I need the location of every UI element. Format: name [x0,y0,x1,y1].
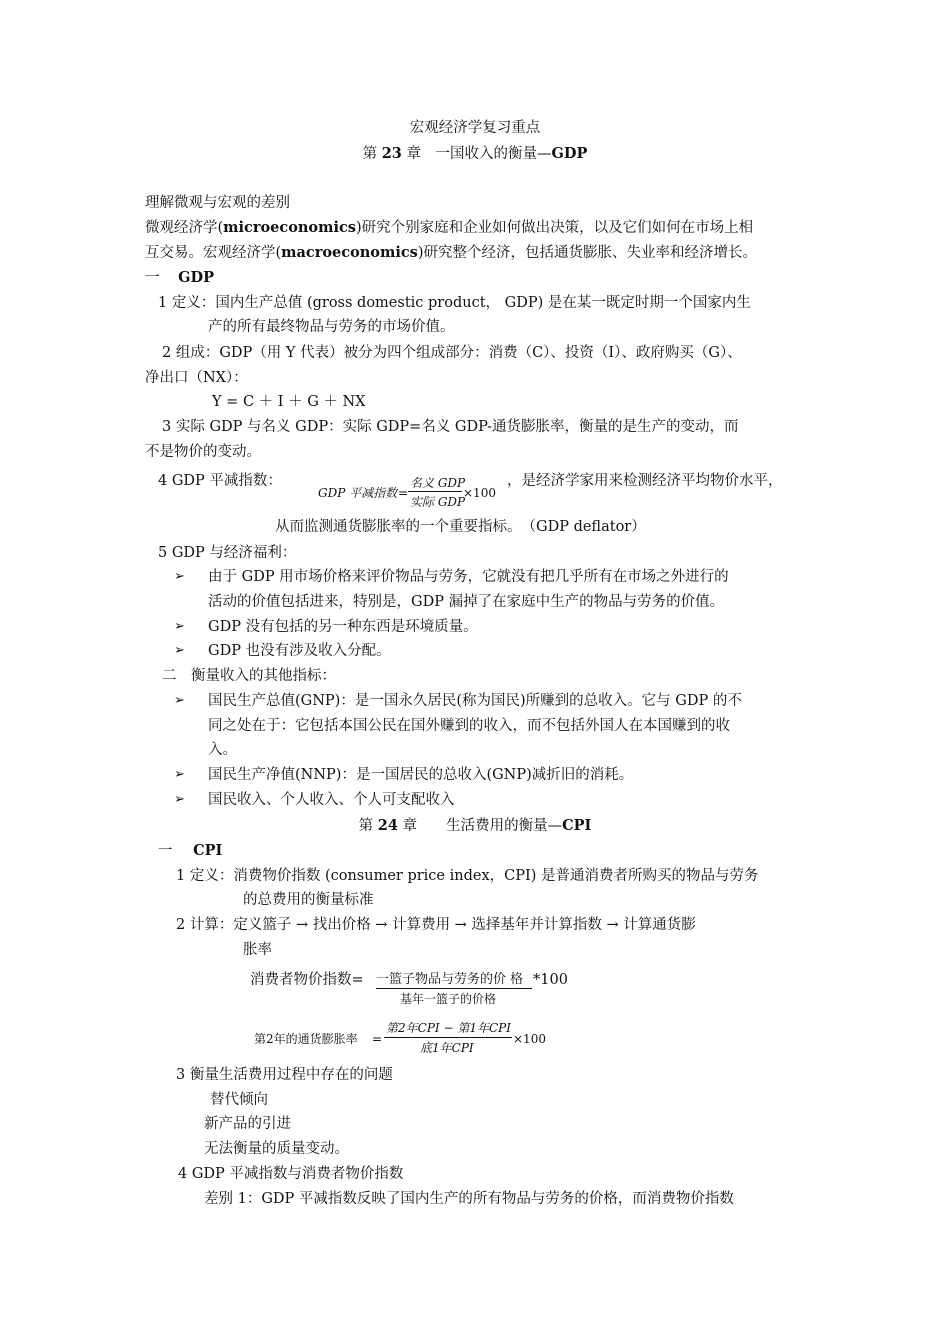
gnp-line-2: 同之处在于：它包括本国公民在国外赚到的收入，而不包括外国人在本国赚到的收 [208,718,730,734]
inflation-formula-multiplier: ×100 [513,1032,546,1046]
nnp-line: 国民生产净值(NNP)：是一国居民的总收入(GNP)减折旧的消耗。 [208,767,634,783]
cpi-formula-denominator: 基年一篮子的价格 [400,992,497,1006]
real-nominal-line-2: 不是物价的变动。 [145,444,261,460]
section-cpi-title: CPI [193,842,223,859]
micro-text-a: 微观经济学( [145,220,224,236]
welfare-bullet-1-line-1: 由于 GDP 用市场价格来评价物品与劳务，它就没有把几乎所有在市场之外进行的 [208,569,729,585]
chapter-23-gdp: GDP [551,145,588,162]
bullet-arrow-icon: ➢ [174,767,185,782]
chapter-24-title: 章 生活费用的衡量— [397,818,563,834]
section-gdp-title: GDP [178,269,214,286]
deflator-description: ，是经济学家用来检测经济平均物价水平， [507,473,783,489]
gdp-definition-line-2: 产的所有最终物品与劳务的市场价值。 [208,319,455,335]
chapter-23-title: 章 一国收入的衡量— [401,146,552,162]
cpi-problem-1: 替代倾向 [210,1092,268,1108]
gdp-components-line-2: 净出口（NX）： [145,370,248,386]
chapter-24-cpi: CPI [562,817,592,834]
chapter-23-prefix: 第 [362,146,382,162]
micro-text-c: )研究个别家庭和企业如何做出决策，以及它们如何在市场上相 [355,220,754,236]
bullet-arrow-icon: ➢ [174,643,185,658]
deflator-formula-equals: = [398,486,409,500]
cpi-formula-multiplier: *100 [533,972,568,988]
cpi-problem-2: 新产品的引进 [204,1116,291,1132]
section-gdp-number: 一 [145,270,160,286]
real-nominal-line-1: 3 实际 GDP 与名义 GDP：实际 GDP=名义 GDP-通货膨胀率，衡量的是生产的变动，而 [162,419,739,435]
gnp-line-1: 国民生产总值(GNP)：是一国永久居民(称为国民)所赚到的总收入。它与 GDP 的不 [208,693,742,709]
section-cpi-heading [158,841,222,861]
chapter-24-number: 24 [377,817,398,834]
micro-definition-line [145,218,753,238]
cpi-problems-heading: 3 衡量生活费用过程中存在的问题 [176,1067,393,1083]
inflation-formula-equals: = [372,1032,383,1046]
gnp-line-3: 入。 [208,742,237,758]
chapter-24-prefix: 第 [358,818,378,834]
chapter-23-number: 23 [381,145,402,162]
gdp-components-line-1: 2 组成：GDP（用 Y 代表）被分为四个组成部分：消费（C）、投资（I）、政府购买（G）、 [162,345,742,361]
income-measures-line: 国民收入、个人收入、个人可支配收入 [208,792,455,808]
deflator-formula-numerator: 名义 GDP [410,476,466,490]
chapter-24-heading [0,816,950,836]
chapter-23-heading [0,144,950,164]
deflator-vs-cpi-diff-1: 差别 1：GDP 平减指数反映了国内生产的所有物品与劳务的价格，而消费物价指数 [204,1191,734,1207]
gdp-equation: Y = C ＋ I ＋ G ＋ NX [212,394,366,410]
gdp-welfare-heading: 5 GDP 与经济福利： [158,545,297,561]
inflation-formula-denominator: 底1年CPI [420,1041,474,1055]
macro-text-a: 互交易。宏观经济学( [145,245,282,261]
cpi-fraction-bar [376,988,532,989]
inflation-formula-lhs: 第2年的通货膨胀率 [254,1032,358,1046]
deflator-vs-cpi-heading: 4 GDP 平减指数与消费者物价指数 [178,1166,404,1182]
deflator-formula-lhs: GDP 平减指数 [318,486,398,500]
bullet-arrow-icon: ➢ [174,619,185,634]
macro-term: macroeconomics [281,244,418,261]
welfare-bullet-2: GDP 没有包括的另一种东西是环境质量。 [208,619,478,635]
bullet-arrow-icon: ➢ [174,569,185,584]
welfare-bullet-3: GDP 也没有涉及收入分配。 [208,643,391,659]
cpi-definition-line-1: 1 定义：消费物价指数 (consumer price index，CPI) 是普通消费者所购买的物品与劳务 [176,868,759,884]
welfare-bullet-1-line-2: 活动的价值包括进来，特别是，GDP 漏掉了在家庭中生产的物品与劳务的价值。 [208,594,725,610]
deflator-formula-denominator: 实际 GDP [410,495,466,509]
gdp-definition-line-1: 1 定义：国内生产总值 (gross domestic product， GDP) 是在某一既定时期一个国家内生 [158,295,751,311]
bullet-arrow-icon: ➢ [174,792,185,807]
cpi-definition-line-2: 的总费用的衡量标准 [243,892,374,908]
cpi-calculation-line-1: 2 计算：定义篮子 → 找出价格 → 计算费用 → 选择基年并计算指数 → 计算通货膨 [176,917,696,933]
deflator-label: 4 GDP 平减指数： [158,473,282,489]
deflator-description-2: 从而监测通货膨胀率的一个重要指标。 （GDP deflator） [275,519,646,535]
deflator-formula-multiplier: ×100 [463,486,496,500]
cpi-calculation-line-2: 胀率 [243,942,272,958]
cpi-problem-3: 无法衡量的质量变动。 [204,1141,349,1157]
document-title: 宏观经济学复习重点 [409,120,541,136]
cpi-formula-lhs: 消费者物价指数= [250,972,364,988]
cpi-formula-numerator: 一篮子物品与劳务的价 格 [376,972,524,987]
section-other-measures-heading: 二 衡量收入的其他指标： [162,668,336,684]
deflator-fraction-bar [408,491,462,492]
section-gdp-heading [145,268,214,288]
inflation-fraction-bar [384,1037,512,1038]
section-cpi-number: 一 [158,843,173,859]
macro-definition-line [145,243,757,263]
inflation-formula-numerator: 第2年CPI − 第1年CPI [386,1021,511,1035]
intro-line: 理解微观与宏观的差别 [145,195,290,211]
micro-term: microeconomics [223,219,356,236]
bullet-arrow-icon: ➢ [174,693,185,708]
macro-text-c: )研究整个经济，包括通货膨胀、失业率和经济增长。 [417,245,757,261]
